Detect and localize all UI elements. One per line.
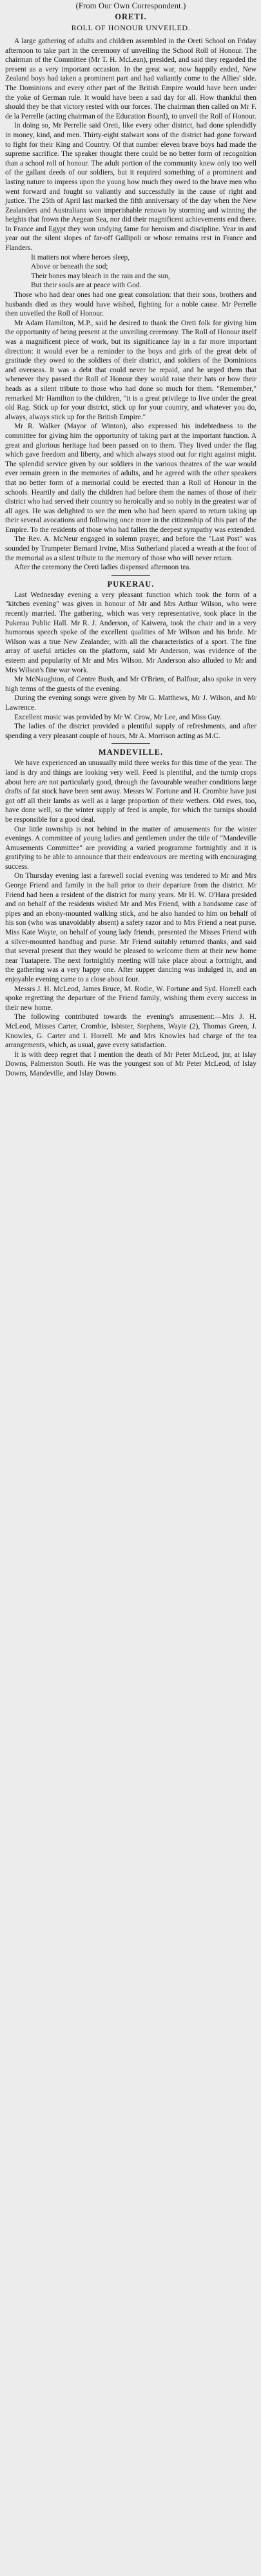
article-paragraph: After the ceremony the Oreti ladies dispensed afternoon tea. bbox=[14, 564, 191, 572]
section-divider bbox=[111, 575, 150, 576]
article-paragraph: The following contributed towards the evening's amusement:—Mrs J. H. McLeod, Misses Carter, Crombie, Isbister, Stephens, Wayte (2), Thomas Green, J. Knowles, G. Carter and I. Horrell. Mr and Mrs Knowles had charge of the tea arrangements, which, as usual, gave every satisfaction. bbox=[5, 1013, 256, 1050]
article-paragraph: Those who had dear ones had one great consolation: that their sons, brothers and husbands died as they would have wished, fighting for a noble cause. Mr Perrelle then unveiled the Roll of Honour. bbox=[5, 291, 256, 318]
article-paragraph: In doing so, Mr Perrelle said Oreti, like every other district, had done splendidly in money, kind, and men. Thirty-eight stalwart sons of the district had gone forward to fight for their King and Country. Of that number eleven brave boys had made the supreme sacrifice. The speaker thought there could be no better form of recognition than a school roll of honour. The adult portion of the community knew only too well of the gallant deeds of our soldiers, but it required something of a prominent and lasting nature to impress upon the young how much they owed to the brave men who went forward and fought so valiantly and successfully in the cause of right and justice. The 25th of April last marked the fifth anniversary of the day when the New Zealanders and Australians won imperishable renown by storming and winning the heights that frown the Aegean Sea, nor did their magnificent achievements end there. In France and Egypt they won undying fame for heroism and discipline. Year in and year out the silent slopes of far-off Gallipoli or whose remains rest in France and Flanders. bbox=[5, 122, 256, 252]
article-paragraph: A large gathering of adults and children assembled in the Oreti School on Friday afternoon to take part in the ceremony of unveiling the School Roll of Honour. The chairman of the Committee (Mr T. H. McLean), presided, and said they regarded the present as a very important occasion. In the great war, now happily ended, New Zealand boys had taken a prominent part and had valiantly come to the Allies' side. The Dominions and every other part of the British Empire would have been under the yoke of German rule. It would have been a sad day for all. How thankful then should they be that victory rested with our forces. The chairman then called on Mr F. de la Perrelle (acting chairman of the Education Board), to unveil the Roll of Honour. bbox=[5, 37, 256, 120]
article-paragraph: Mr R. Walker (Mayor of Winton), also expressed his indebtedness to the committee for giving him the opportunity of taking part at the important function. A great and glorious heritage had been passed on to them. They lived under the flag which gave freedom and liberty, and which always stood out for right against might. The splendid service given by our soldiers in the various theatres of the war would ever remain green in the memories of adults, and he agreed with the other speakers that no better form of a memorial could be erected than a Roll of Honour in the schools. Heartily and daily the children had before them the names of those of their district who had served their country so heroically and so nobly in the greatest war of all ages. He was delighted to see the men who had been spared to return taking up their several avocations and following once more in the citizenship of this part of the Empire. To the residents of those who had fallen the deepest sympathy was extended. bbox=[5, 422, 256, 534]
article-paragraph: We have experienced an unusually mild three weeks for this time of the year. The land is dry and things are looking very well. Feed is plentiful, and the turnip crops about here are not particularly good, through the favourable weather conditions large drafts of fat stock have been sent away. Messrs W. Fortune and H. Crombie have just got off all their lambs as well as a large proportion of their wethers. Old ewes, too, have done well, so the winter supply of feed is ample, for which the turnips should be responsible for a good deal. bbox=[5, 759, 256, 824]
section-divider bbox=[111, 743, 150, 744]
article-paragraph: Messrs J. H. McLeod, James Bruce, M. Rodie, W. Fortune and Syd. Horrell each spoke regretting the departure of the Friend family, wishing them every success in their new home. bbox=[5, 985, 256, 1012]
verse-line: Above or beneath the sod; bbox=[31, 263, 108, 271]
correspondent-line: (From Our Own Correspondent.) bbox=[75, 1, 186, 10]
section-heading-roll-of-honour: ROLL OF HONOUR UNVEILED. bbox=[71, 23, 191, 32]
verse-line: Their bones may bleach in the rain and the sun, bbox=[31, 272, 170, 280]
article-paragraph: It is with deep regret that I mention the death of Mr Peter McLeod, jnr, at Islay Downs, Palmerston South. He was the youngest son of Mr Peter McLeod, of Islay Downs, Mandeville, and Islay Downs. bbox=[5, 1050, 256, 1077]
verse-line: But their souls are at peace with God. bbox=[31, 281, 142, 290]
place-heading: ORETI. bbox=[115, 12, 147, 21]
article-paragraph: During the evening songs were given by Mr G. Matthews, Mr J. Wilson, and Mr Lawrence. bbox=[5, 694, 256, 712]
section-heading-mandeville: MANDEVILLE. bbox=[98, 748, 164, 757]
verse-line: It matters not where heroes sleep, bbox=[31, 253, 130, 261]
article-paragraph: Excellent music was provided by Mr W. Crow, Mr Lee, and Miss Guy. bbox=[14, 713, 222, 721]
poem-verse bbox=[31, 253, 256, 290]
article-paragraph: Last Wednesday evening a very pleasant function which took the form of a "kitchen evening" was given in honour of Mr and Mrs Arthur Wilson, who were recently married. The gathering, which was very representative, took place in the Pukerau Public Hall. Mr R. J. Anderson, of Kaiwera, took the chair and in a very humorous speech spoke of the excellent qualities of Mr Wilson and his bride. Mr Wilson was a true New Zealander, with all the characteristics of a sport. The fine array of useful articles on the platform, said Mr Anderson, was evidence of the esteem and popularity of Mr and Mrs Wilson. Mr Anderson also alluded to Mr and Mrs Wilson's fine war work. bbox=[5, 591, 256, 674]
article-paragraph: Mr McNaughton, of Centre Bush, and Mr O'Brien, of Balfour, also spoke in very high terms of the guests of the evening. bbox=[5, 676, 256, 693]
section-heading-pukerau: PUKERAU. bbox=[107, 579, 155, 589]
article-paragraph: Our little township is not behind in the matter of amusements for the winter evenings. A committee of young ladies and gentlemen under the title of "Mandeville Amusements Committee" are providing a varied programme fortnightly and it is gratifying to be able to announce that their endeavours are meeting with encouraging success. bbox=[5, 825, 256, 871]
article-paragraph: On Thursday evening last a farewell social evening was tendered to Mr and Mrs George Friend and family in the hall prior to their departure from the district. Mr Friend had been a resident of the district for many years. Mr H. W. O'Hara presided and on behalf of the residents wished Mr and Mrs Friend, with a handsome case of pipes and an ebony-mounted walking stick, and he also handed to him on behalf of his son (who was unavoidably absent) a safety razor and to Mrs Friend a neat purse. Miss Kate Wayte, on behalf of young lady friends, presented the Misses Friend with a silver-mounted handbag and purse. Mr Friend suitably returned thanks, and said that several present that they would be pleased to welcome them at their new home near Tuatapere. The next fortnightly meeting will take place about a fortnight, and the gathering was a very happy one. After supper dancing was indulged in, and an enjoyable evening came to a close about four. bbox=[5, 872, 256, 983]
article-paragraph: The Rev. A. McNeur engaged in solemn prayer, and before the "Last Post" was sounded by Trumpeter Bernard Irvine, Miss Sutherland placed a wreath at the foot of the memorial as a silent tribute to the memory of those who will never return. bbox=[5, 535, 256, 562]
article-paragraph: The ladies of the district provided a plentiful supply of refreshments, and after spending a very pleasant couple of hours, Mr A. Morrison acting as M.C. bbox=[5, 723, 256, 740]
article-paragraph: Mr Adam Hamilton, M.P., said he desired to thank the Oreti folk for giving him the opportunity of being present at the unveiling ceremony. The Roll of Honour itself was a magnificent piece of work, but its significance lay in a far more important direction: it would ever be a reminder to the boys and girls of the great debt of gratitude they owed to the soldiers of their district, and soldiers of the Dominions and overseas. It was a debt that could never be repaid, and he urged them that whenever they passed the Roll of Honour they would raise their hats or bow their heads as a silent tribute to those who had done so much for them. "Remember," remarked Mr Hamilton to the children, "it is a great privilege to live under the great old Rag. Stick up for your district, stick up for your country, and whatever you do, always, always stick up for the British Empire." bbox=[5, 319, 256, 421]
